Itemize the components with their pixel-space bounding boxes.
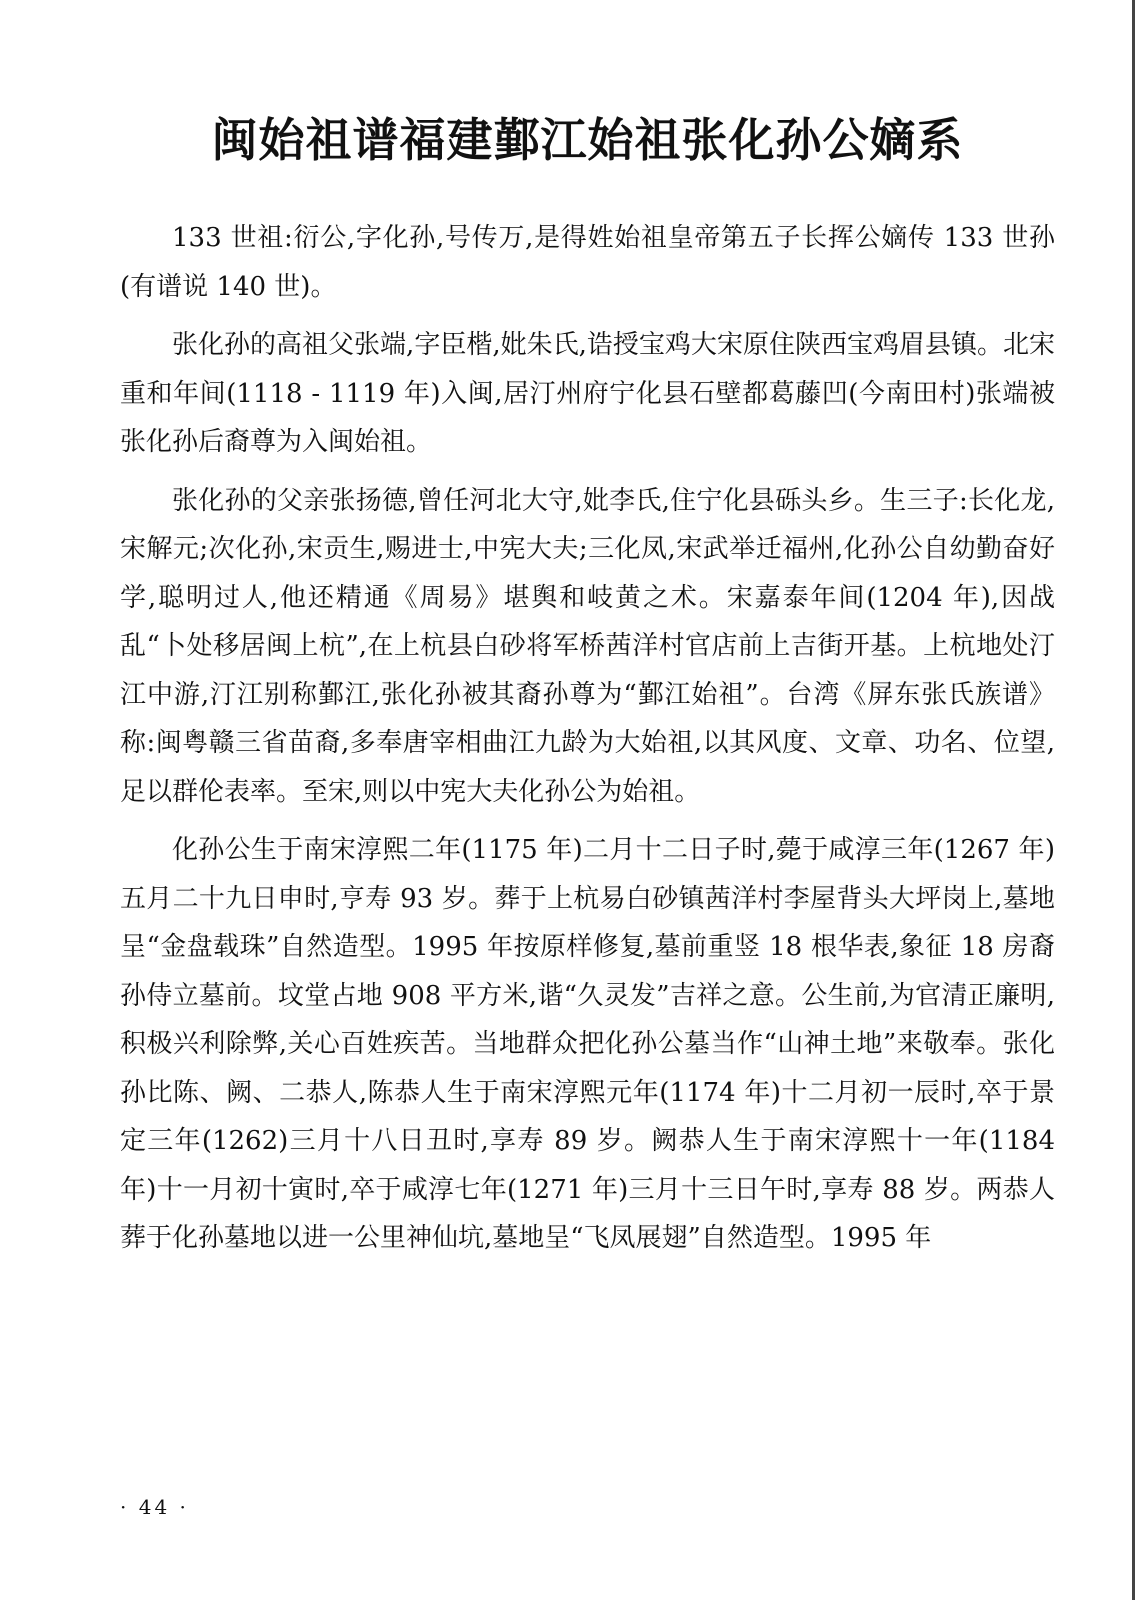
- body-paragraph: 张化孙的高祖父张端,字臣楷,妣朱氏,诰授宝鸡大宋原住陕西宝鸡眉县镇。北宋重和年间(1118 - 1119 年)入闽,居汀州府宁化县石壁都葛藤凹(今南田村)张端被张化孙后裔尊为入闽始祖。: [120, 330, 1055, 457]
- body-paragraph: 133 世祖:衍公,字化孙,号传万,是得姓始祖皇帝第五子长挥公嫡传 133 世孙(有谱说 140 世)。: [120, 223, 1055, 302]
- body-paragraph: 化孙公生于南宋淳熙二年(1175 年)二月十二日子时,薨于咸淳三年(1267 年)五月二十九日申时,亨寿 93 岁。葬于上杭易白砂镇茜洋村李屋背头大坪岗上,墓地呈“金盘载珠”自然造型。1995 年按原样修复,墓前重竖 18 根华表,象征 18 房裔孙侍立墓前。坟堂占地 908 平方米,谐“久灵发”吉祥之意。公生前,为官清正廉明,积极兴利除弊,关心百姓疾苦。当地群众把化孙公墓当作“山神土地”来敬奉。张化孙比陈、阙、二恭人,陈恭人生于南宋淳熙元年(1174 年)十二月初一辰时,卒于景定三年(1262)三月十八日丑时,享寿 89 岁。阙恭人生于南宋淳熙十一年(1184 年)十一月初十寅时,卒于咸淳七年(1271 年)三月十三日午时,享寿 88 岁。两恭人葬于化孙墓地以进一公里神仙坑,墓地呈“飞凤展翅”自然造型。1995 年: [120, 835, 1055, 1253]
- document-page: [120, 110, 1055, 1273]
- body-paragraph: 张化孙的父亲张扬德,曾任河北大守,妣李氏,住宁化县砾头乡。生三子:长化龙,宋解元;次化孙,宋贡生,赐进士,中宪大夫;三化凤,宋武举迁福州,化孙公自幼勤奋好学,聪明过人,他还精通《周易》堪舆和岐黄之术。宋嘉泰年间(1204 年),因战乱“卜处移居闽上杭”,在上杭县白砂将军桥茜洋村官店前上吉街开基。上杭地处汀江中游,汀江别称鄞江,张化孙被其裔孙尊为“鄞江始祖”。台湾《屏东张氏族谱》称:闽粤赣三省苗裔,多奉唐宰相曲江九龄为大始祖,以其风度、文章、功名、位望,足以群伦表率。至宋,则以中宪大夫化孙公为始祖。: [120, 485, 1055, 807]
- page-number: · 44 ·: [120, 1495, 189, 1519]
- page-title: 闽始祖谱福建鄞江始祖张化孙公嫡系: [211, 113, 964, 167]
